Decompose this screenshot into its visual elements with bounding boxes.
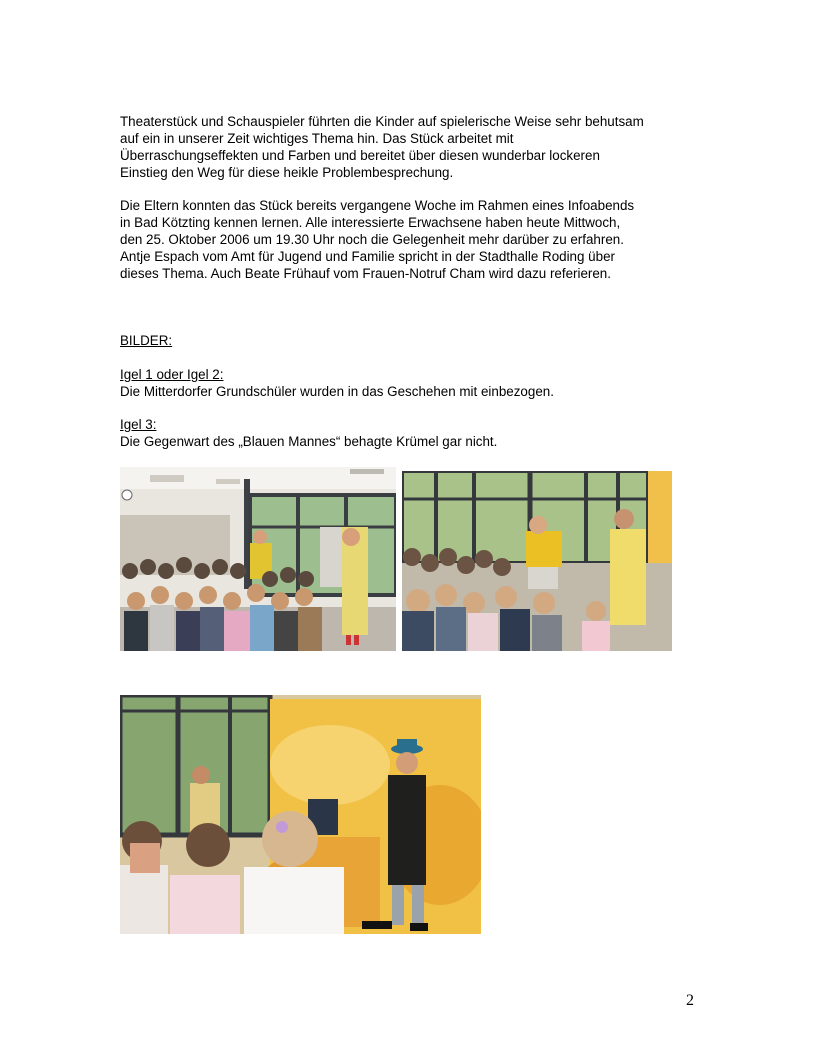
text-line: Die Eltern konnten das Stück bereits vergangene Woche im Rahmen eines Infoabends xyxy=(120,198,635,213)
caption-1-label: Igel 1 oder Igel 2: xyxy=(120,367,224,382)
text-line: dieses Thema. Auch Beate Frühauf vom Frauen-Notruf Cham wird dazu referieren. xyxy=(120,266,611,281)
text-line: in Bad Kötzting kennen lernen. Alle interessierte Erwachsene haben heute Mittwoch, xyxy=(120,215,621,230)
text-line: den 25. Oktober 2006 um 19.30 Uhr noch die Gelegenheit mehr darüber zu erfahren. xyxy=(120,232,624,247)
bilder-heading: BILDER: xyxy=(120,333,173,348)
caption-2-text: Die Gegenwart des „Blauen Mannes“ behagte Krümel gar nicht. xyxy=(120,434,498,449)
text-line: auf ein in unserer Zeit wichtiges Thema hin. Das Stück arbeitet mit xyxy=(120,131,514,146)
caption-2-label: Igel 3: xyxy=(120,417,157,432)
photo-blue-man-performer xyxy=(120,695,481,934)
paragraph-2 xyxy=(120,197,710,282)
text-line: Überraschungseffekten und Farben und bereitet über diesen wunderbar lockeren xyxy=(120,148,600,163)
text-line: Antje Espach vom Amt für Jugend und Familie spricht in der Stadthalle Roding über xyxy=(120,249,615,264)
caption-2 xyxy=(120,416,710,450)
photo-children-audience-1 xyxy=(120,467,396,651)
photo-children-audience-2 xyxy=(402,471,672,651)
text-line: Einstieg den Weg für diese heikle Problembesprechung. xyxy=(120,165,454,180)
text-line: Theaterstück und Schauspieler führten die Kinder auf spielerische Weise sehr behutsam xyxy=(120,114,644,129)
caption-1-text: Die Mitterdorfer Grundschüler wurden in das Geschehen mit einbezogen. xyxy=(120,384,554,399)
page-number: 2 xyxy=(686,992,694,1009)
paragraph-1 xyxy=(120,113,710,181)
caption-1 xyxy=(120,366,710,400)
